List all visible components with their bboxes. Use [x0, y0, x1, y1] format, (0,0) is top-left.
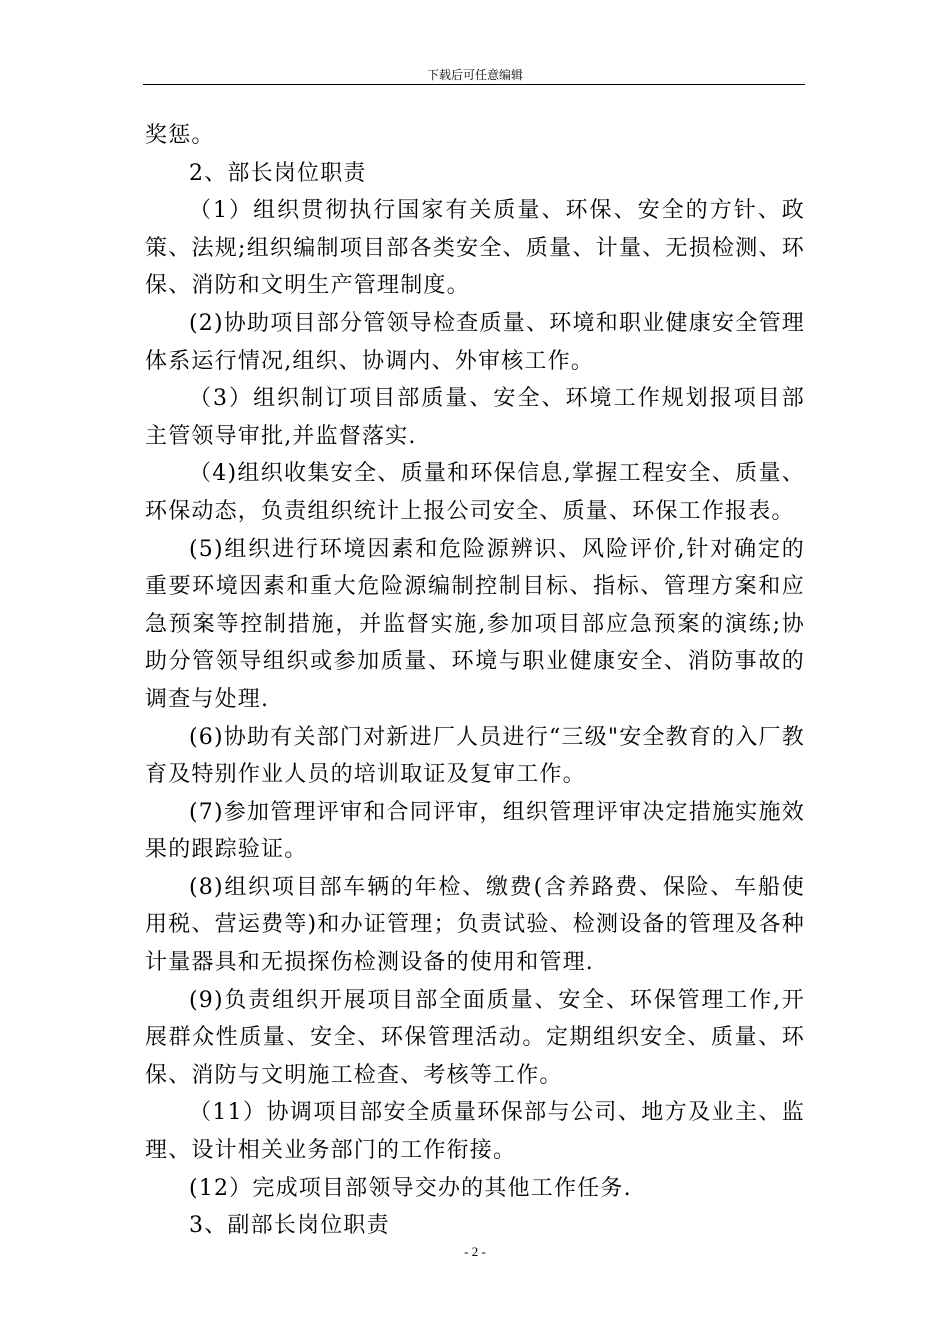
paragraph: (6)协助有关部门对新进厂人员进行“三级"安全教育的入厂教育及特别作业人员的培训取证及复审工作。: [145, 724, 805, 788]
section-heading: 2、部长岗位职责: [189, 160, 367, 186]
page-number: - 2 -: [464, 1244, 486, 1259]
paragraph: （3）组织制订项目部质量、安全、环境工作规划报项目部主管领导审批,并监督落实.: [145, 386, 805, 449]
paragraph: （1）组织贯彻执行国家有关质量、环保、安全的方针、政策、法规;组织编制项目部各类安全、质量、计量、无损检测、环保、消防和文明生产管理制度。: [145, 198, 805, 299]
paragraph: (8)组织项目部车辆的年检、缴费(含养路费、保险、车船使用税、营运费等)和办证管理；负责试验、检测设备的管理及各种计量器具和无损探伤检测设备的使用和管理.: [145, 874, 805, 976]
page-header: 下载后可任意编辑: [426, 68, 523, 82]
paragraph: (5)组织进行环境因素和危险源辨识、风险评价,针对确定的重要环境因素和重大危险源编制控制目标、指标、管理方案和应急预案等控制措施，并监督实施,参加项目部应急预案的演练;协助分管领导组织或参加质量、环境与职业健康安全、消防事故的调查与处理.: [145, 536, 805, 712]
paragraph: (7)参加管理评审和合同评审，组织管理评审决定措施实施效果的跟踪验证。: [145, 799, 805, 863]
paragraph: （4)组织收集安全、质量和环保信息,掌握工程安全、质量、环保动态，负责组织统计上报公司安全、质量、环保工作报表。: [145, 461, 805, 524]
document-body: [145, 117, 805, 1245]
section-heading: 3、副部长岗位职责: [189, 1213, 390, 1239]
paragraph: (12）完成项目部领导交办的其他工作任务.: [189, 1175, 632, 1201]
paragraph: (9)负责组织开展项目部全面质量、安全、环保管理工作,开展群众性质量、安全、环保管理活动。定期组织安全、质量、环保、消防与文明施工检查、考核等工作。: [145, 987, 805, 1088]
paragraph: 奖惩。: [145, 123, 215, 148]
paragraph: (2)协助项目部分管领导检查质量、环境和职业健康安全管理体系运行情况,组织、协调内、外审核工作。: [145, 310, 805, 374]
paragraph: （11）协调项目部安全质量环保部与公司、地方及业主、监理、设计相关业务部门的工作衔接。: [145, 1100, 805, 1164]
header-rule: [143, 84, 805, 85]
